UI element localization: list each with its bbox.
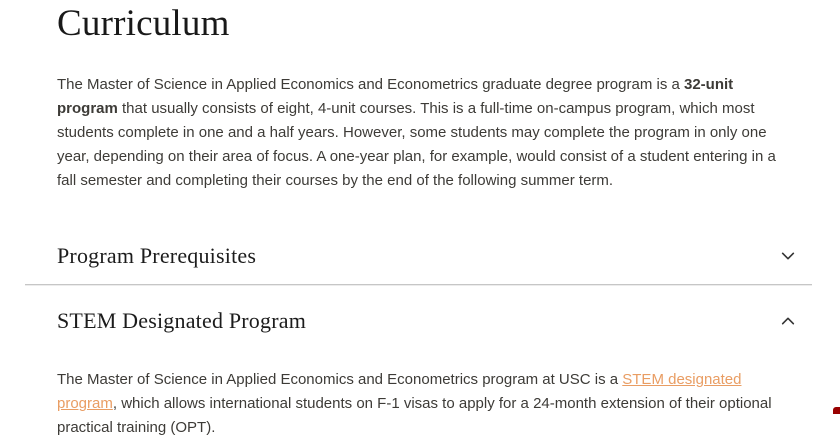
stem-designated-program-link[interactable]: STEM designated program xyxy=(57,371,742,413)
text-segment: 32-unit program xyxy=(57,75,734,117)
chevron-down-icon[interactable] xyxy=(780,248,796,264)
text-segment: that usually consists of eight, 4-unit courses. This is a full-time on-campus program, which most students complete in one and a half years. However, some students may complete the program in only one year, depending on their area of focus. A one-year plan, for example, would consist of a student entering in a fall semester and completing their courses by the end of the following summer term. xyxy=(57,99,776,189)
main-content xyxy=(0,4,840,193)
accordion xyxy=(25,228,812,446)
text-segment: The Master of Science in Applied Economics and Econometrics graduate degree program is a xyxy=(57,75,684,93)
page-title: Curriculum xyxy=(57,3,230,44)
accordion-title: Program Prerequisites xyxy=(57,242,257,268)
accordion-item-stem-designated-program xyxy=(25,285,812,446)
corner-accent xyxy=(833,407,840,414)
accordion-header-program-prerequisites[interactable] xyxy=(25,228,812,284)
chevron-up-icon[interactable] xyxy=(780,313,796,329)
accordion-header-stem-designated-program[interactable] xyxy=(25,285,812,353)
accordion-item-program-prerequisites xyxy=(25,228,812,285)
stem-body-paragraph xyxy=(25,368,812,446)
text-segment: The Master of Science in Applied Economics and Econometrics program at USC is a xyxy=(57,371,623,389)
accordion-title: STEM Designated Program xyxy=(57,307,307,333)
text-segment: , which allows international students on F-1 visas to apply for a 24-month extension of their optional practical training (OPT). xyxy=(57,395,772,437)
intro-paragraph xyxy=(57,73,795,193)
